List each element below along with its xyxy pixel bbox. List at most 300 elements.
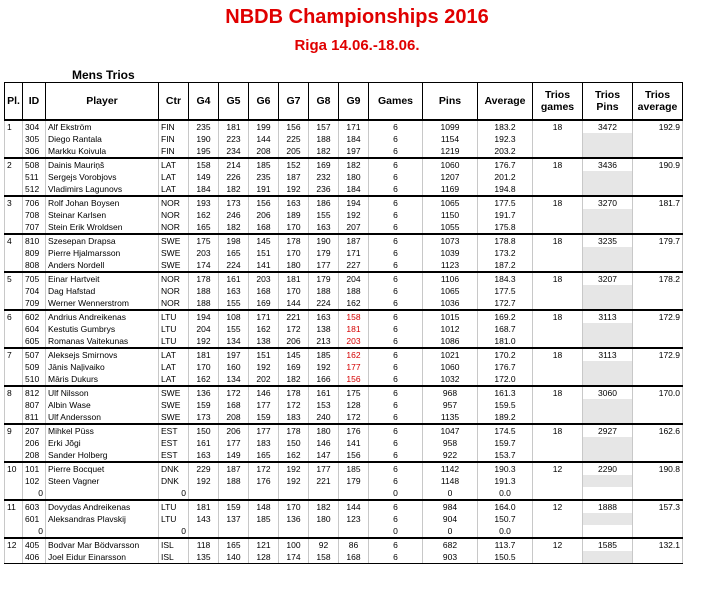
game-cell: 162 [279,449,309,462]
player-cell: Mihkel Püss [46,424,159,437]
id-cell: 305 [23,133,46,145]
game-cell: 86 [339,538,369,551]
game-cell: 203 [189,247,219,259]
game-cell: 172 [279,399,309,411]
trios-pins-cell: 3113 [583,348,633,361]
game-cell: 175 [189,234,219,247]
place-cell: 5 [5,272,23,285]
results-table [4,82,683,564]
table-row [5,462,683,475]
game-cell: 206 [279,335,309,348]
place-cell: 6 [5,310,23,323]
game-cell: 165 [219,247,249,259]
player-cell: Szesepan Drapsa [46,234,159,247]
games-cell: 6 [369,171,423,183]
game-cell [309,525,339,538]
game-cell: 155 [219,323,249,335]
games-cell: 6 [369,183,423,196]
average-cell: 172.0 [478,373,533,386]
header-row [5,83,683,121]
game-cell: 195 [189,145,219,158]
trios-games-cell: 18 [533,196,583,209]
trios-games-cell [533,209,583,221]
trios-average-cell: 157.3 [633,500,683,513]
trios-pins-cell [583,411,633,424]
player-cell: Markku Koivula [46,145,159,158]
game-cell: 191 [249,183,279,196]
game-cell: 162 [189,373,219,386]
trios-games-cell: 12 [533,538,583,551]
game-cell: 177 [249,399,279,411]
trios-pins-cell [583,525,633,538]
average-cell: 173.2 [478,247,533,259]
country-cell: NOR [159,196,189,209]
average-cell: 153.7 [478,449,533,462]
average-cell: 203.2 [478,145,533,158]
player-cell: Ulf Andersson [46,411,159,424]
game-cell: 128 [249,551,279,564]
game-cell: 178 [279,386,309,399]
game-cell: 204 [339,272,369,285]
trios-average-cell [633,171,683,183]
game-cell: 188 [189,285,219,297]
pins-cell: 1021 [423,348,478,361]
trios-games-cell: 18 [533,310,583,323]
games-cell: 6 [369,500,423,513]
trios-games-cell [533,247,583,259]
trios-games-cell [533,221,583,234]
game-cell: 236 [309,183,339,196]
table-row [5,221,683,234]
trios-pins-cell [583,399,633,411]
game-cell: 151 [249,348,279,361]
game-cell: 171 [339,247,369,259]
trios-pins-cell [583,171,633,183]
pins-cell: 1207 [423,171,478,183]
game-cell: 145 [279,348,309,361]
page-subtitle: Riga 14.06.-18.06. [294,37,420,54]
game-cell: 134 [219,335,249,348]
game-cell: 178 [279,424,309,437]
id-cell: 206 [23,437,46,449]
table-row [5,234,683,247]
player-cell: Kestutis Gumbrys [46,323,159,335]
table-row [5,120,683,133]
pins-cell: 1135 [423,411,478,424]
country-cell: DNK [159,462,189,475]
table-row [5,399,683,411]
country-cell: SWE [159,234,189,247]
game-cell: 92 [309,538,339,551]
game-cell: 145 [249,234,279,247]
average-cell: 161.3 [478,386,533,399]
table-row [5,525,683,538]
pins-cell: 957 [423,399,478,411]
trios-games-cell [533,373,583,386]
player-cell: Albin Wase [46,399,159,411]
trios-games-cell [533,475,583,487]
game-cell: 177 [219,437,249,449]
average-cell: 113.7 [478,538,533,551]
game-cell: 208 [249,145,279,158]
game-cell: 180 [339,171,369,183]
game-cell: 100 [279,538,309,551]
trios-pins-cell [583,335,633,348]
table-row [5,437,683,449]
place-cell [5,361,23,373]
average-cell: 201.2 [478,171,533,183]
col-header: ID [23,83,46,121]
col-header: Player [46,83,159,121]
pins-cell: 1012 [423,323,478,335]
id-cell: 304 [23,120,46,133]
trios-pins-cell [583,475,633,487]
country-cell: ISL [159,551,189,564]
games-cell: 6 [369,551,423,564]
table-row [5,171,683,183]
place-cell: 9 [5,424,23,437]
average-cell: 177.5 [478,196,533,209]
country-cell: LAT [159,373,189,386]
game-cell: 118 [189,538,219,551]
game-cell: 169 [309,158,339,171]
game-cell: 224 [309,297,339,310]
col-header: Games [369,83,423,121]
game-cell: 177 [249,424,279,437]
player-cell: Vladimirs Lagunovs [46,183,159,196]
game-cell: 179 [309,247,339,259]
game-cell: 169 [249,297,279,310]
game-cell: 150 [279,437,309,449]
game-cell: 135 [189,551,219,564]
game-cell: 141 [249,259,279,272]
game-cell: 206 [249,209,279,221]
page-title: NBDB Championships 2016 [225,6,489,28]
place-cell [5,183,23,196]
country-cell: SWE [159,399,189,411]
average-cell: 0.0 [478,525,533,538]
game-cell: 185 [249,513,279,525]
trios-games-cell [533,525,583,538]
trios-average-cell [633,209,683,221]
game-cell: 158 [309,551,339,564]
trios-average-cell [633,285,683,297]
game-cell: 159 [189,399,219,411]
games-cell: 6 [369,221,423,234]
average-cell: 192.3 [478,133,533,145]
game-cell: 170 [189,361,219,373]
average-cell: 177.5 [478,285,533,297]
player-cell: Dag Hafstad [46,285,159,297]
trios-pins-cell [583,323,633,335]
player-cell: Andrius Andreikenas [46,310,159,323]
trios-average-cell [633,133,683,145]
games-cell: 6 [369,437,423,449]
average-cell: 176.7 [478,158,533,171]
game-cell: 188 [219,475,249,487]
trios-pins-cell [583,437,633,449]
trios-average-cell [633,361,683,373]
trios-games-cell [533,437,583,449]
place-cell: 3 [5,196,23,209]
table-row [5,386,683,399]
pins-cell: 1154 [423,133,478,145]
game-cell: 182 [339,158,369,171]
game-cell: 235 [189,120,219,133]
game-cell: 168 [249,285,279,297]
game-cell: 232 [309,171,339,183]
game-cell: 161 [309,386,339,399]
id-cell: 208 [23,449,46,462]
place-cell: 10 [5,462,23,475]
place-cell [5,475,23,487]
game-cell: 162 [249,323,279,335]
game-cell: 174 [189,259,219,272]
country-cell: SWE [159,386,189,399]
game-cell: 168 [249,221,279,234]
player-cell: Alf Ekström [46,120,159,133]
pins-cell: 1150 [423,209,478,221]
id-cell: 0 [23,525,46,538]
game-cell: 174 [279,551,309,564]
game-cell: 158 [339,310,369,323]
game-cell: 192 [279,462,309,475]
game-cell: 203 [249,272,279,285]
trios-average-cell [633,297,683,310]
game-cell: 199 [249,120,279,133]
country-cell: NOR [159,272,189,285]
country-cell: FIN [159,145,189,158]
games-cell: 6 [369,285,423,297]
game-cell: 183 [249,437,279,449]
country-cell: EST [159,437,189,449]
average-cell: 169.2 [478,310,533,323]
pins-cell: 904 [423,513,478,525]
game-cell: 153 [309,399,339,411]
game-cell: 221 [279,310,309,323]
trios-games-cell: 18 [533,158,583,171]
game-cell: 180 [309,424,339,437]
game-cell: 184 [339,133,369,145]
pins-cell: 1015 [423,310,478,323]
col-header: Trios average [633,83,683,121]
average-cell: 168.7 [478,323,533,335]
game-cell: 213 [309,335,339,348]
trios-pins-cell [583,247,633,259]
trios-pins-cell: 3436 [583,158,633,171]
trios-games-cell: 18 [533,234,583,247]
games-cell: 6 [369,133,423,145]
game-cell: 190 [189,133,219,145]
country-cell: LAT [159,183,189,196]
games-cell: 6 [369,158,423,171]
game-cell: 137 [219,513,249,525]
trios-pins-cell [583,221,633,234]
player-cell: Sander Holberg [46,449,159,462]
game-cell: 177 [309,462,339,475]
game-cell: 156 [339,449,369,462]
game-cell: 165 [249,449,279,462]
trios-pins-cell [583,285,633,297]
game-cell: 187 [279,171,309,183]
game-cell: 187 [219,462,249,475]
trios-average-cell [633,373,683,386]
id-cell: 603 [23,500,46,513]
player-cell: Rolf Johan Boysen [46,196,159,209]
place-cell [5,513,23,525]
trios-games-cell [533,411,583,424]
col-header: Trios Pins [583,83,633,121]
trios-pins-cell [583,209,633,221]
pins-cell: 984 [423,500,478,513]
country-cell: NOR [159,285,189,297]
average-cell: 191.7 [478,209,533,221]
game-cell: 171 [339,120,369,133]
games-cell: 6 [369,475,423,487]
average-cell: 150.7 [478,513,533,525]
trios-average-cell: 132.1 [633,538,683,551]
trios-pins-cell: 2290 [583,462,633,475]
games-cell: 6 [369,373,423,386]
game-cell [309,487,339,500]
country-cell: NOR [159,297,189,310]
pins-cell: 1073 [423,234,478,247]
id-cell: 709 [23,297,46,310]
trios-pins-cell: 3113 [583,310,633,323]
game-cell: 229 [189,462,219,475]
game-cell: 182 [219,183,249,196]
trios-games-cell: 12 [533,462,583,475]
pins-cell: 0 [423,487,478,500]
place-cell: 8 [5,386,23,399]
player-cell: Romanas Vaitekunas [46,335,159,348]
table-row [5,323,683,335]
trios-games-cell [533,449,583,462]
average-cell: 164.0 [478,500,533,513]
player-cell: Steinar Karlsen [46,209,159,221]
place-cell [5,209,23,221]
player-cell: Diego Rantala [46,133,159,145]
country-cell: LAT [159,348,189,361]
games-cell: 6 [369,120,423,133]
pins-cell: 903 [423,551,478,564]
game-cell: 192 [279,475,309,487]
pins-cell: 922 [423,449,478,462]
country-cell: LAT [159,171,189,183]
trios-average-cell [633,551,683,564]
games-cell: 6 [369,462,423,475]
trios-average-cell: 179.7 [633,234,683,247]
trios-average-cell [633,183,683,196]
game-cell: 134 [219,373,249,386]
average-cell: 159.5 [478,399,533,411]
game-cell: 156 [249,196,279,209]
table-row [5,133,683,145]
game-cell: 146 [309,437,339,449]
game-cell: 234 [219,145,249,158]
trios-pins-cell [583,361,633,373]
game-cell: 165 [219,538,249,551]
pins-cell: 0 [423,525,478,538]
trios-games-cell [533,323,583,335]
trios-pins-cell: 3060 [583,386,633,399]
id-cell: 812 [23,386,46,399]
game-cell: 183 [279,411,309,424]
pins-cell: 1169 [423,183,478,196]
average-cell: 159.7 [478,437,533,449]
games-cell: 6 [369,411,423,424]
id-cell: 405 [23,538,46,551]
game-cell: 181 [189,348,219,361]
game-cell: 223 [219,133,249,145]
trios-games-cell [533,145,583,158]
game-cell: 156 [279,120,309,133]
trios-average-cell [633,335,683,348]
game-cell: 168 [219,399,249,411]
pins-cell: 1032 [423,373,478,386]
id-cell: 101 [23,462,46,475]
trios-games-cell [533,183,583,196]
game-cell: 160 [219,361,249,373]
game-cell: 227 [339,259,369,272]
game-cell: 171 [249,310,279,323]
table-row [5,348,683,361]
game-cell: 192 [189,335,219,348]
trios-average-cell [633,525,683,538]
game-cell: 178 [279,234,309,247]
id-cell: 601 [23,513,46,525]
game-cell: 155 [309,209,339,221]
game-cell: 184 [189,183,219,196]
trios-average-cell: 178.2 [633,272,683,285]
game-cell: 177 [339,361,369,373]
table-row [5,285,683,297]
game-cell: 155 [219,297,249,310]
table-row [5,538,683,551]
game-cell: 189 [279,209,309,221]
games-cell: 6 [369,297,423,310]
table-row [5,158,683,171]
table-row [5,513,683,525]
section-title: Mens Trios [72,68,135,82]
table-row [5,500,683,513]
game-cell [219,487,249,500]
game-cell: 185 [309,348,339,361]
place-cell [5,221,23,234]
games-cell: 6 [369,323,423,335]
games-cell: 6 [369,209,423,221]
game-cell: 172 [249,462,279,475]
pins-cell: 1148 [423,475,478,487]
place-cell [5,551,23,564]
id-cell: 708 [23,209,46,221]
game-cell: 197 [339,145,369,158]
country-cell: FIN [159,133,189,145]
game-cell: 188 [189,297,219,310]
player-cell: Steen Vagner [46,475,159,487]
table-row [5,373,683,386]
place-cell [5,323,23,335]
game-cell: 182 [219,221,249,234]
average-cell: 172.7 [478,297,533,310]
table-row [5,310,683,323]
pins-cell: 958 [423,437,478,449]
games-cell: 6 [369,335,423,348]
trios-average-cell [633,487,683,500]
pins-cell: 1060 [423,361,478,373]
trios-average-cell: 181.7 [633,196,683,209]
trios-pins-cell: 1888 [583,500,633,513]
